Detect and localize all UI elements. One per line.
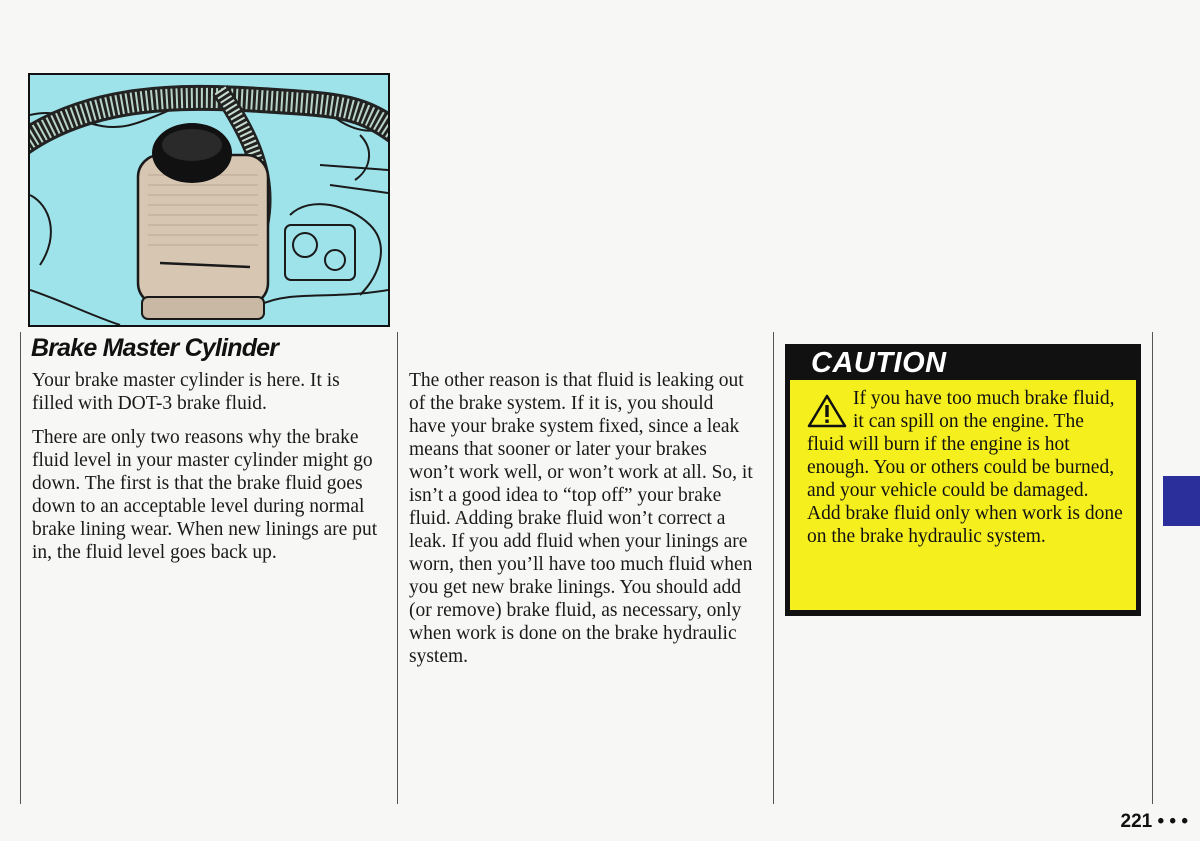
column-rule-center (397, 332, 398, 804)
left-column (32, 369, 382, 575)
caution-text: If you have too much brake fluid, it can spill on the engine. The fluid will burn if the engine is hot enough. You or others could be burned, and your vehicle could be damaged. Add brake fluid only when work is done on the brake hydraulic system. (807, 388, 1123, 547)
warning-triangle-icon (807, 394, 847, 428)
paragraph: The other reason is that fluid is leaking out of the brake system. If it is, you should have your brake system fixed, since a leak means that sooner or later your brakes won’t work well, or won’t work at all. So, it isn’t a good idea to “top off” your brake fluid. Adding brake fluid won’t correct a leak. If you add fluid when your linings are worn, then you’ll have too much fluid when you get new brake linings. You should add (or remove) brake fluid, as necessary, only when work is done on the brake hydraulic system. (409, 370, 753, 667)
column-rule-edge (1152, 332, 1153, 804)
column-rule-left (20, 332, 21, 804)
caution-body (790, 380, 1136, 610)
column-rule-right (773, 332, 774, 804)
section-heading: Brake Master Cylinder (31, 334, 279, 362)
brake-master-cylinder-illustration (28, 73, 390, 327)
paragraph: There are only two reasons why the brake fluid level in your master cylinder might go down. The first is that the brake fluid goes down to an acceptable level during normal brake lining wear. When new linings are put in, the fluid level goes back up. (32, 427, 378, 563)
paragraph: Your brake master cylinder is here. It is filled with DOT-3 brake fluid. (32, 370, 340, 414)
section-tab-marker (1163, 476, 1200, 526)
caution-box (785, 344, 1141, 616)
caution-title: CAUTION (811, 347, 947, 379)
page-number: 221 • • • (1120, 811, 1188, 832)
middle-column (409, 369, 754, 679)
